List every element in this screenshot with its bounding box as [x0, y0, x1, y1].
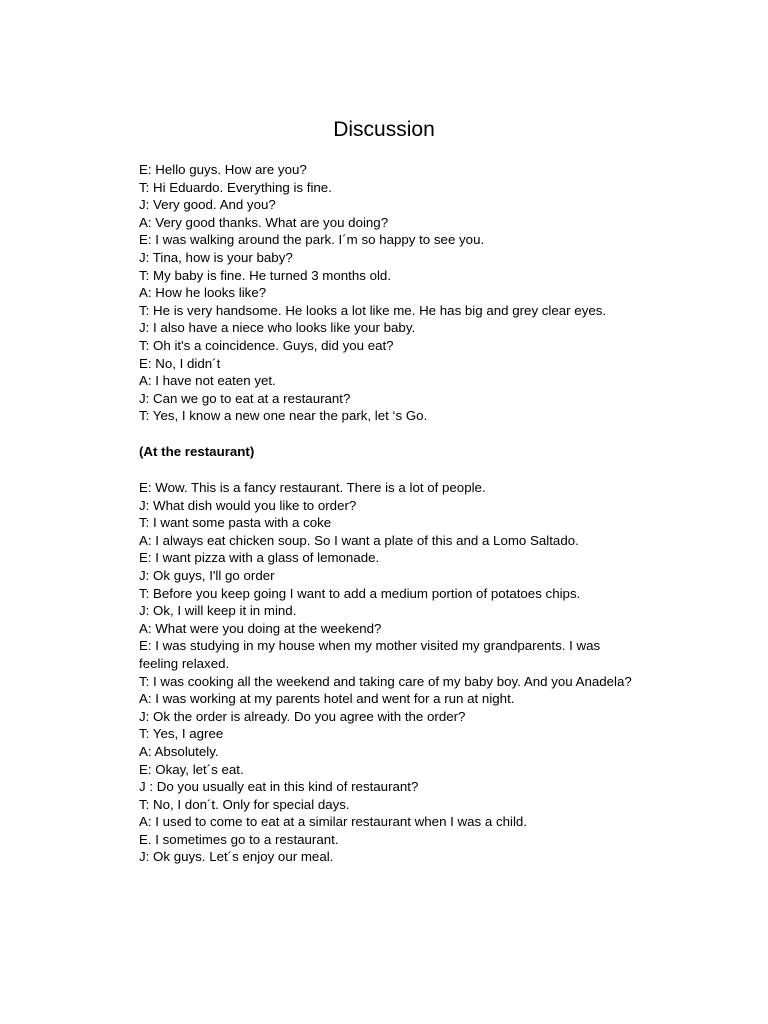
dialogue-section-restaurant [139, 479, 699, 866]
dialogue-line: J: Can we go to eat at a restaurant? [139, 390, 351, 406]
dialogue-line: J: Very good. And you? [139, 197, 276, 213]
dialogue-line: A: Absolutely. [139, 743, 219, 759]
dialogue-line: T: I was cooking all the weekend and taking care of my baby boy. And you Anadela? [139, 673, 632, 689]
dialogue-line: T: Yes, I know a new one near the park, let ‘s Go. [139, 408, 428, 424]
dialogue-line: E: I was studying in my house when my mother visited my grandparents. I was [139, 638, 601, 654]
dialogue-line: J: What dish would you like to order? [139, 497, 357, 513]
section-heading: (At the restaurant) [139, 444, 255, 459]
dialogue-line: T: I want some pasta with a coke [139, 515, 332, 531]
dialogue-line: E: No, I didn´t [139, 355, 221, 371]
dialogue-line: E: Hello guys. How are you? [139, 162, 307, 177]
dialogue-line: T: Oh it's a coincidence. Guys, did you eat? [139, 337, 394, 353]
dialogue-line: E: I was walking around the park. I´m so happy to see you. [139, 232, 485, 248]
page-title: Discussion [333, 118, 435, 141]
dialogue-line: J: Ok guys. Let´s enjoy our meal. [139, 849, 334, 865]
dialogue-line: E: Wow. This is a fancy restaurant. There is a lot of people. [139, 480, 486, 495]
dialogue-line: J: Tina, how is your baby? [139, 249, 293, 265]
dialogue-line: feeling relaxed. [139, 655, 230, 671]
dialogue-line: J: Ok, I will keep it in mind. [139, 603, 297, 619]
dialogue-section-intro [139, 161, 699, 425]
dialogue-line: J: Ok guys, I'll go order [139, 567, 275, 583]
dialogue-line: A: I always eat chicken soup. So I want a plate of this and a Lomo Saltado. [139, 532, 579, 548]
dialogue-line: T: Before you keep going I want to add a medium portion of potatoes chips. [139, 585, 581, 601]
dialogue-line: T: Yes, I agree [139, 726, 224, 742]
dialogue-line: J: Ok the order is already. Do you agree with the order? [139, 708, 466, 724]
dialogue-line: A: I was working at my parents hotel and went for a run at night. [139, 691, 515, 707]
dialogue-line: E: Okay, let´s eat. [139, 761, 244, 777]
dialogue-line: E. I sometimes go to a restaurant. [139, 831, 339, 847]
dialogue-line: A: How he looks like? [139, 285, 267, 301]
dialogue-line: T: No, I don´t. Only for special days. [139, 796, 350, 812]
dialogue-line: T: Hi Eduardo. Everything is fine. [139, 179, 332, 195]
dialogue-line: A: I used to come to eat at a similar restaurant when I was a child. [139, 814, 528, 830]
dialogue-line: T: He is very handsome. He looks a lot like me. He has big and grey clear eyes. [139, 302, 607, 318]
dialogue-line: A: I have not eaten yet. [139, 373, 276, 389]
dialogue-line: J : Do you usually eat in this kind of restaurant? [139, 779, 419, 795]
dialogue-line: E: I want pizza with a glass of lemonade. [139, 550, 380, 566]
dialogue-line: T: My baby is fine. He turned 3 months old. [139, 267, 392, 283]
dialogue-line: A: What were you doing at the weekend? [139, 620, 382, 636]
dialogue-line: A: Very good thanks. What are you doing? [139, 214, 389, 230]
dialogue-line: J: I also have a niece who looks like your baby. [139, 320, 416, 336]
